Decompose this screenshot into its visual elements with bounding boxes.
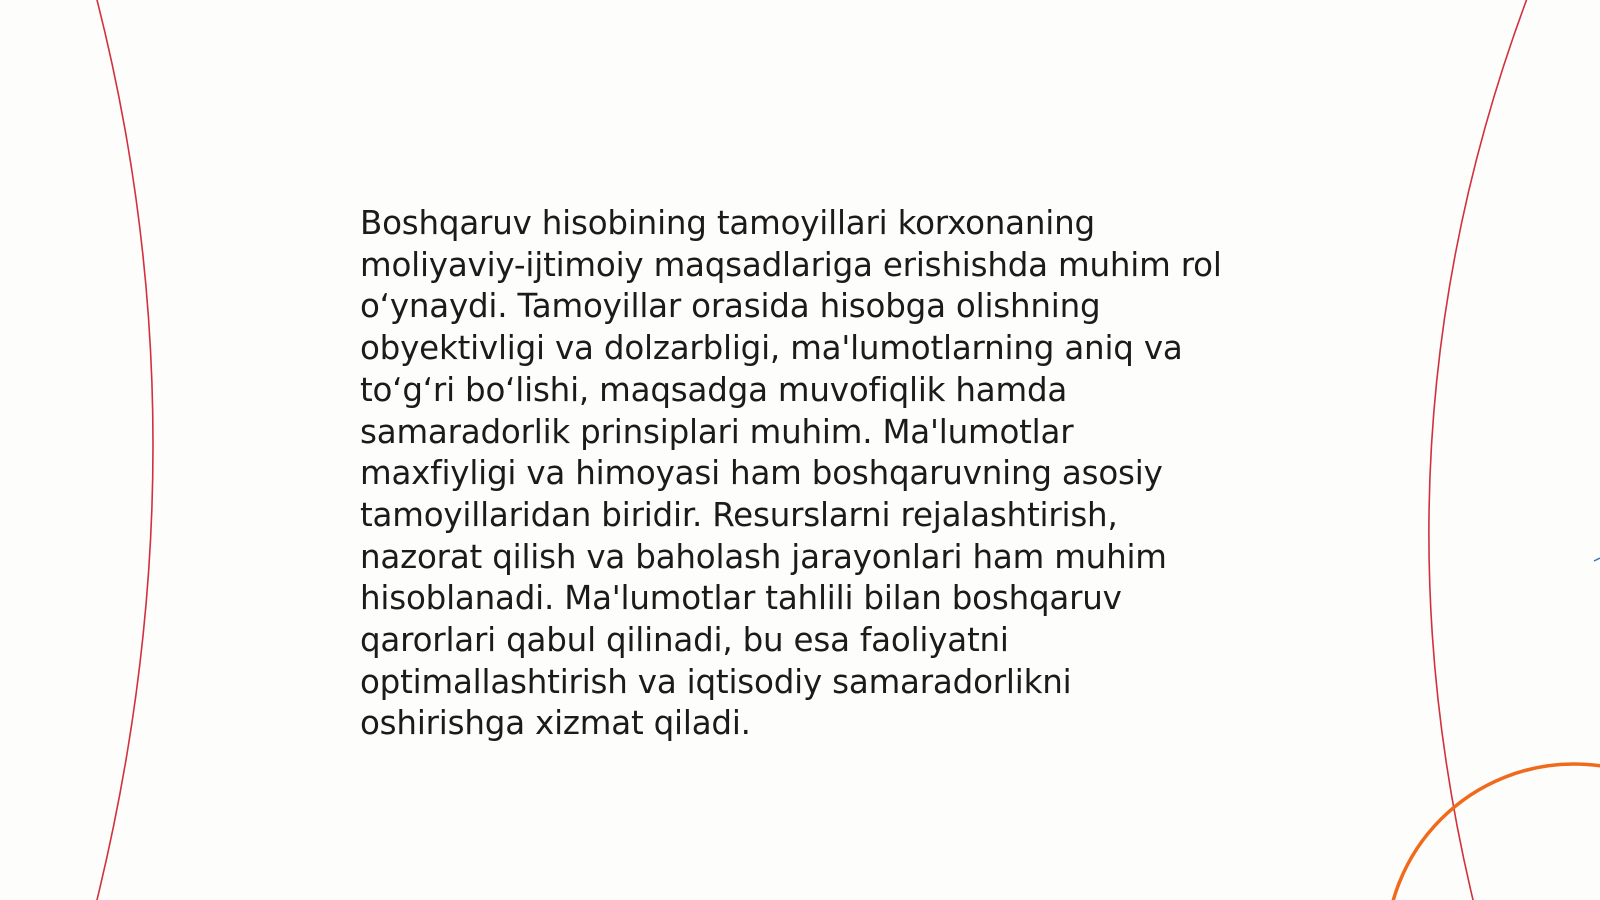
right-curve-line: [1429, 0, 1528, 900]
orange-arc: [1386, 764, 1600, 900]
edge-tick-mark: [1594, 558, 1600, 561]
slide-body-paragraph: Boshqaruv hisobining tamoyillari korxonaning moliyaviy-ijtimoiy maqsadlariga erishishda muhim rol o‘ynaydi. Tamoyillar orasida hisobga olishning obyektivligi va dolzarbligi, ma'lumotlarning aniq va to‘g‘ri bo‘lishi, maqsadga muvofiqlik hamda samaradorlik prinsiplari muhim. Ma'lumotlar maxfiyligi va himoyasi ham boshqaruvning asosiy tamoyillaridan biridir. Resurslarni rejalashtirish, nazorat qilish va baholash jarayonlari ham muhim hisoblanadi. Ma'lumotlar tahlili bilan boshqaruv qarorlari qabul qilinadi, bu esa faoliyatni optimallashtirish va iqtisodiy samaradorlikni oshirishga xizmat qiladi.: [360, 204, 1222, 743]
left-curve-line: [96, 0, 153, 900]
